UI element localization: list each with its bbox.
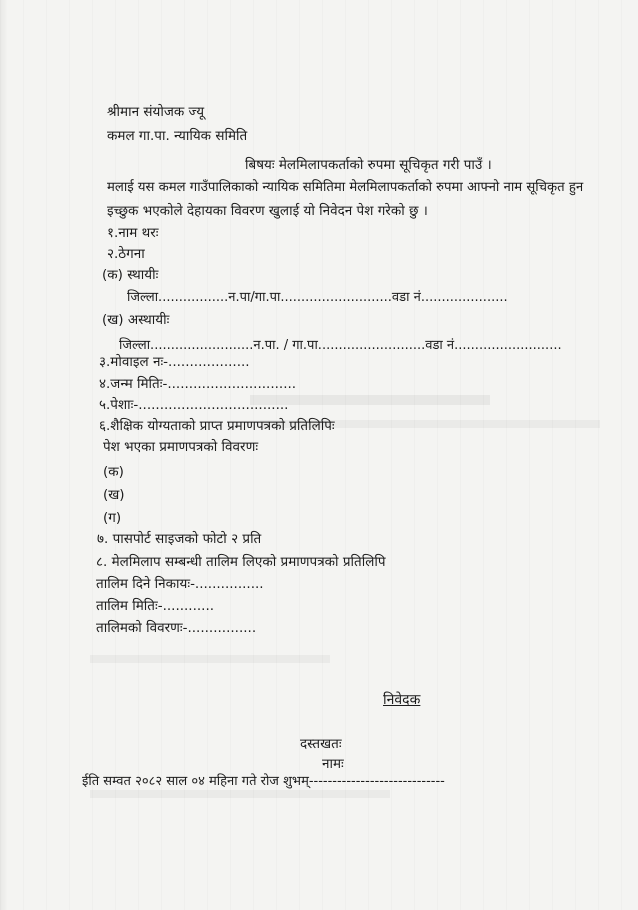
field-education-kh: (ख) (103, 487, 125, 503)
date-line: ईति सम्वत २०८२ साल ०४ महिना गते रोज शुभम्----------------------------- (82, 774, 445, 789)
intro-line-1: मलाई यस कमल गाउँपालिकाको न्यायिक समितिमा मेलमिलापकर्ताको रुपमा आफ्नो नाम सूचिकृत हुन (107, 180, 584, 195)
field-training: ८. मेलमिलाप सम्बन्धी तालिम लिएको प्रमाणपत्रको प्रतिलिपि (96, 554, 386, 570)
field-training-org: तालिम दिने निकायः-................ (96, 576, 264, 592)
field-name: १.नाम थरः (107, 225, 159, 241)
field-temporary: (ख) अस्थायीः (102, 312, 170, 328)
applicant-heading: निवेदक (383, 692, 421, 708)
intro-line-2: इच्छुक भएकोले देहायका विवरण खुलाई यो निवेदन पेश गरेको छु । (107, 203, 428, 219)
name-label: नामः (322, 756, 344, 772)
subject-line: बिषयः मेलमिलापकर्ताको रुपमा सूचिकृत गरी पाउँ । (245, 157, 492, 173)
field-temporary-line: जिल्ला.........................न.पा. / गा.पा..........................वडा नं.......................... (119, 338, 562, 353)
field-education-g: (ग) (103, 510, 122, 526)
field-education-sub: पेश भएका प्रमाणपत्रको विवरणः (103, 439, 259, 455)
field-permanent-line: जिल्ला.................न.पा/गा.पा...........................वडा नं..................... (127, 290, 508, 305)
addressee-line-1: श्रीमान संयोजक ज्यू (107, 104, 205, 120)
field-address: २.ठेगना (107, 246, 145, 262)
field-mobile: ३.मोवाइल नः-................... (99, 354, 250, 370)
field-photo: ७. पासपोर्ट साइजको फोटो २ प्रति (97, 531, 262, 547)
field-training-date: तालिम मितिः-............ (96, 598, 215, 614)
field-training-detail: तालिमको विवरणः-................ (96, 620, 257, 636)
signature-label: दस्तखतः (300, 736, 342, 752)
bleed-through-smudge (90, 655, 330, 663)
field-permanent: (क) स्थायीः (102, 267, 159, 283)
field-education-k: (क) (103, 464, 124, 480)
field-profession: ५.पेशाः-................................... (99, 397, 289, 413)
bleed-through-smudge (90, 790, 390, 798)
addressee-line-2: कमल गा.पा. न्यायिक समिति (107, 128, 248, 144)
field-education: ६.शैक्षिक योग्यताको प्राप्त प्रमाणपत्रको प्रतिलिपिः (99, 418, 335, 434)
field-dob: ४.जन्म मितिः-.............................. (99, 376, 297, 392)
